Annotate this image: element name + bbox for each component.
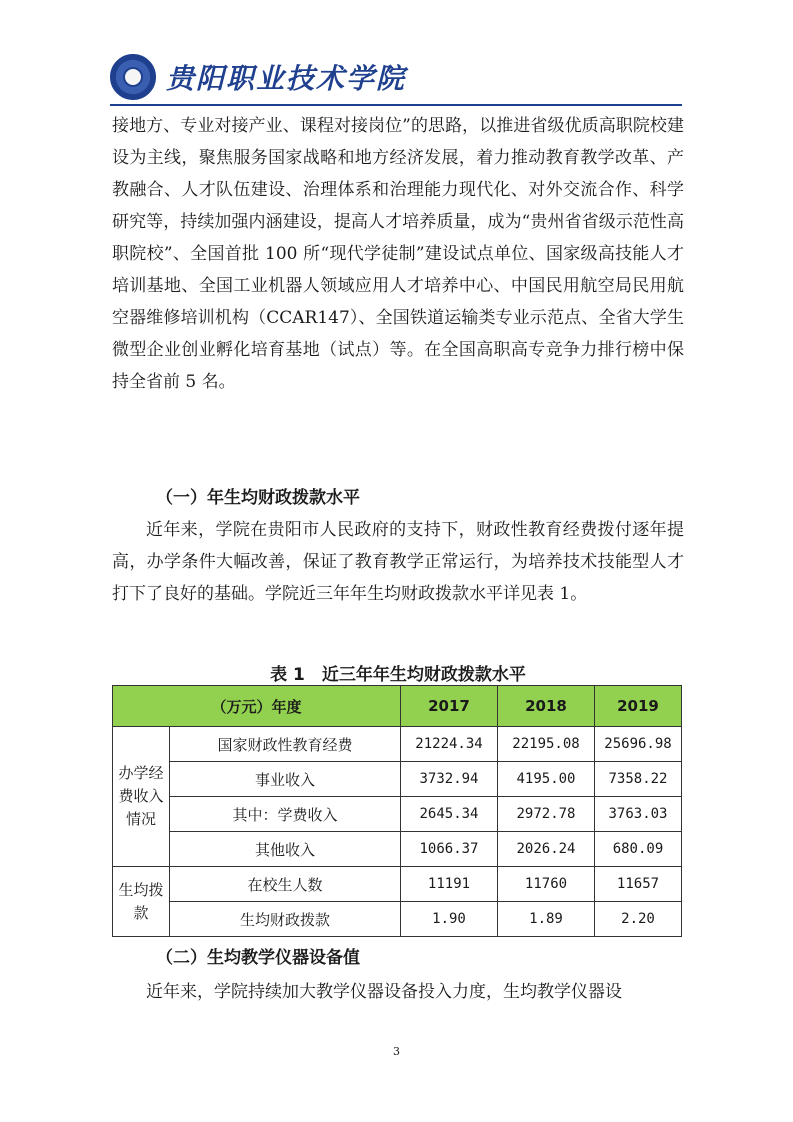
row-label: 事业收入 (170, 762, 401, 797)
cell-value: 11657 (595, 867, 682, 902)
cell-value: 3732.94 (401, 762, 498, 797)
table-row (113, 832, 682, 867)
cell-value: 2026.24 (498, 832, 595, 867)
section1-heading: （一）年生均财政拨款水平 (156, 488, 360, 508)
row-label: 其中：学费收入 (170, 797, 401, 832)
year-2019: 2019 (595, 686, 682, 727)
school-emblem-icon (110, 54, 156, 100)
header-divider (110, 104, 682, 106)
section2-paragraph: 近年来，学院持续加大教学仪器设备投入力度，生均教学仪器设 (146, 982, 622, 1002)
row-label: 在校生人数 (170, 867, 401, 902)
row-label: 国家财政性教育经费 (170, 727, 401, 762)
cell-value: 11760 (498, 867, 595, 902)
cell-value: 2972.78 (498, 797, 595, 832)
cell-value: 21224.34 (401, 727, 498, 762)
school-name: 贵阳职业技术学院 (166, 62, 407, 95)
header-label: （万元）年度 (113, 686, 401, 727)
funding-table (112, 685, 682, 937)
year-2018: 2018 (498, 686, 595, 727)
table-row (113, 867, 682, 902)
row-label: 生均财政拨款 (170, 902, 401, 937)
cell-value: 3763.03 (595, 797, 682, 832)
cell-value: 25696.98 (595, 727, 682, 762)
cell-value: 2.20 (595, 902, 682, 937)
category-cell: 生均拨款 (113, 867, 170, 937)
category-cell: 办学经费收入情况 (113, 727, 170, 867)
cell-value: 1.89 (498, 902, 595, 937)
cell-value: 22195.08 (498, 727, 595, 762)
cell-value: 11191 (401, 867, 498, 902)
year-2017: 2017 (401, 686, 498, 727)
cell-value: 2645.34 (401, 797, 498, 832)
table-caption: 表 1 近三年年生均财政拨款水平 (270, 665, 526, 685)
table-header-row (113, 686, 682, 727)
table-row (113, 762, 682, 797)
table-row (113, 727, 682, 762)
cell-value: 4195.00 (498, 762, 595, 797)
intro-paragraph: 接地方、专业对接产业、课程对接岗位”的思路，以推进省级优质高职院校建设为主线，聚焦服务国家战略和地方经济发展，着力推动教育教学改革、产教融合、人才队伍建设、治理体系和治理能力现代化、对外交流合作、科学研究等，持续加强内涵建设，提高人才培养质量，成为“贵州省省级示范性高职院校”、全国首批 100 所“现代学徒制”建设试点单位、国家级高技能人才培训基地、全国工业机器人领域应用人才培养中心、中国民用航空局民用航空器维修培训机构（CCAR147）、全国铁道运输类专业示范点、全省大学生微型企业创业孵化培育基地（试点）等。在全国高职高专竞争力排行榜中保持全省前 5 名。 (112, 116, 684, 392)
cell-value: 680.09 (595, 832, 682, 867)
page-header (110, 52, 406, 102)
section2-heading: （二）生均教学仪器设备值 (156, 948, 360, 968)
table-row (113, 902, 682, 937)
cell-value: 7358.22 (595, 762, 682, 797)
page-number: 3 (393, 1045, 400, 1058)
cell-value: 1.90 (401, 902, 498, 937)
table-row (113, 797, 682, 832)
row-label: 其他收入 (170, 832, 401, 867)
section1-paragraph: 近年来，学院在贵阳市人民政府的支持下，财政性教育经费拨付逐年提高，办学条件大幅改善，保证了教育教学正常运行，为培养技术技能型人才打下了良好的基础。学院近三年年生均财政拨款水平详见表 1。 (112, 520, 684, 604)
cell-value: 1066.37 (401, 832, 498, 867)
